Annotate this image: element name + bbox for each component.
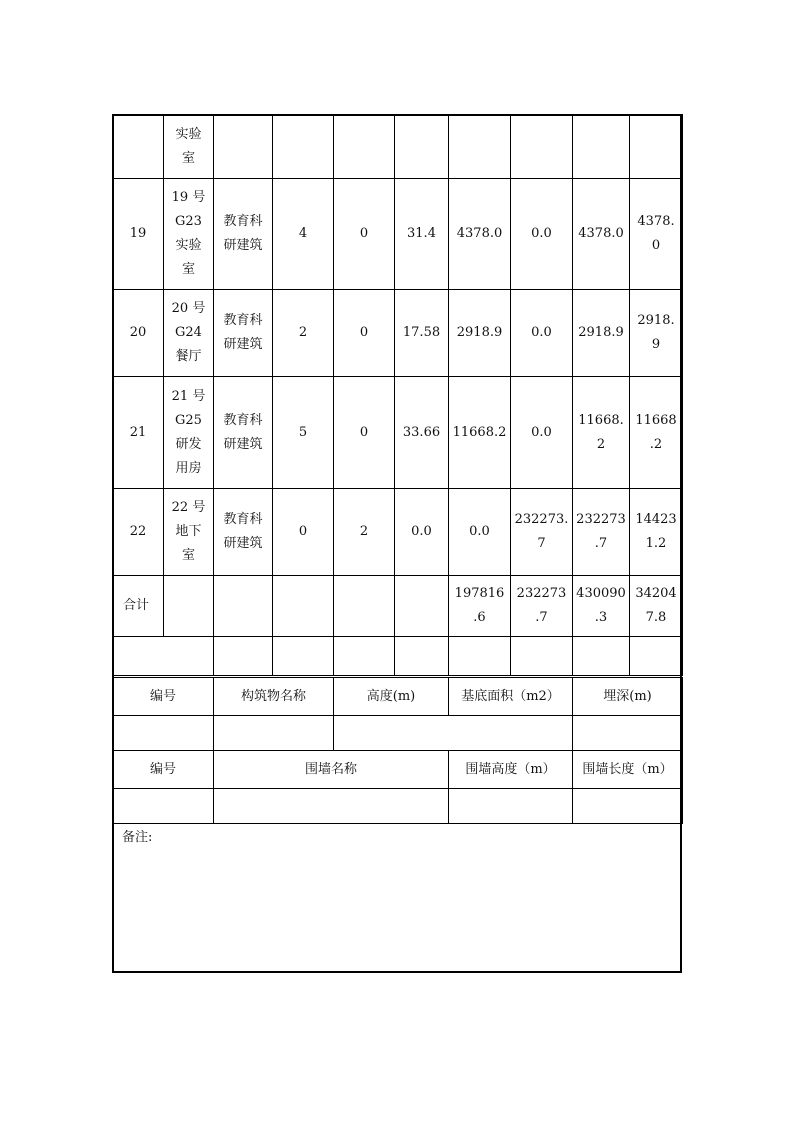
cell-floors-up: 4	[273, 179, 334, 290]
cell-no: 19	[113, 179, 164, 290]
cell-type: 教育科 研建筑	[214, 290, 273, 377]
cell-area-total: 232273 .7	[573, 489, 630, 576]
wall-name-header: 围墙名称	[214, 751, 449, 789]
cell-area-up: 4378.0	[449, 179, 511, 290]
cell-floors-up: 0	[273, 489, 334, 576]
total-cell: 197816 .6	[449, 576, 511, 637]
cell-col10: 14423 1.2	[630, 489, 683, 576]
cell-name: 实验 室	[164, 115, 214, 179]
cell-area-up: 0.0	[449, 489, 511, 576]
cell-type: 教育科 研建筑	[214, 377, 273, 489]
wall-length-header: 围墙长度（m）	[573, 751, 683, 789]
outer-frame	[112, 114, 682, 973]
notes-label: 备注:	[122, 830, 153, 845]
cell-area-total: 11668. 2	[573, 377, 630, 489]
cell-height: 33.66	[395, 377, 449, 489]
wall-no-header: 编号	[113, 751, 214, 789]
wall-height-header: 围墙高度（m）	[449, 751, 573, 789]
cell-floors-down: 0	[334, 377, 395, 489]
cell-name: 20 号 G24 餐厅	[164, 290, 214, 377]
cell-area-down: 0.0	[511, 290, 573, 377]
cell-floors-down: 0	[334, 290, 395, 377]
cell-area-down: 232273. 7	[511, 489, 573, 576]
cell-no: 21	[113, 377, 164, 489]
cell-no: 20	[113, 290, 164, 377]
structure-no-header: 编号	[113, 678, 214, 716]
cell-height: 0.0	[395, 489, 449, 576]
structure-base-area-header: 基底面积（m2）	[449, 678, 573, 716]
total-cell: 430090 .3	[573, 576, 630, 637]
cell-col10: 4378. 0	[630, 179, 683, 290]
total-cell: 34204 7.8	[630, 576, 683, 637]
cell-height: 31.4	[395, 179, 449, 290]
structure-height-header: 高度(m)	[334, 678, 449, 716]
cell-name: 22 号 地下 室	[164, 489, 214, 576]
cell-col10: 2918. 9	[630, 290, 683, 377]
cell-floors-down: 2	[334, 489, 395, 576]
cell-type: 教育科 研建筑	[214, 489, 273, 576]
cell-name: 21 号 G25 研发 用房	[164, 377, 214, 489]
structure-name-header: 构筑物名称	[214, 678, 334, 716]
cell-no: 22	[113, 489, 164, 576]
cell-name: 19 号 G23 实验 室	[164, 179, 214, 290]
cell-floors-down: 0	[334, 179, 395, 290]
cell-col10: 11668 .2	[630, 377, 683, 489]
total-cell: 232273 .7	[511, 576, 573, 637]
cell-height: 17.58	[395, 290, 449, 377]
cell-floors-up: 5	[273, 377, 334, 489]
cell-area-total: 4378.0	[573, 179, 630, 290]
cell-type: 教育科 研建筑	[214, 179, 273, 290]
structure-depth-header: 埋深(m)	[573, 678, 683, 716]
cell-area-up: 2918.9	[449, 290, 511, 377]
cell-area-down: 0.0	[511, 377, 573, 489]
cell-area-up: 11668.2	[449, 377, 511, 489]
cell-area-down: 0.0	[511, 179, 573, 290]
cell-area-total: 2918.9	[573, 290, 630, 377]
total-label: 合计	[113, 576, 164, 637]
cell-floors-up: 2	[273, 290, 334, 377]
